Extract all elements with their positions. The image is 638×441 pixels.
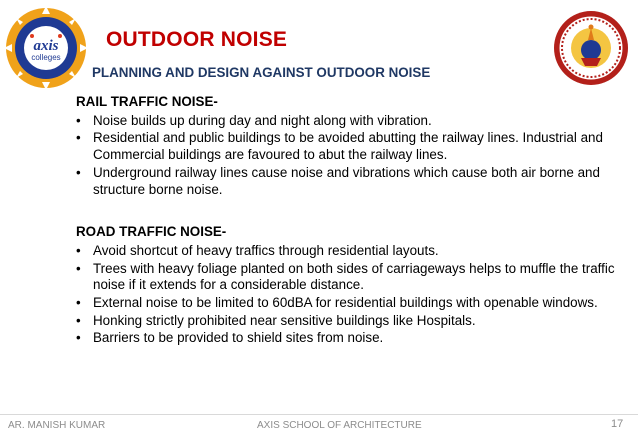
- logo-text-axis: axis: [33, 38, 59, 54]
- list-item: [76, 130, 616, 163]
- list-item-text: Trees with heavy foliage planted on both sides of carriageways helps to muffle the traffic noise if it extends for a considerable distance.: [93, 260, 615, 293]
- slide-title: OUTDOOR NOISE: [106, 28, 288, 51]
- bullet-marker: •: [76, 295, 81, 311]
- bullet-marker: •: [76, 260, 81, 276]
- list-item-text: Underground railway lines cause noise and vibrations which cause both air borne and structure borne noise.: [93, 164, 600, 197]
- bullet-marker: •: [76, 330, 81, 346]
- list-item: [76, 295, 616, 312]
- page-number: 17: [611, 418, 624, 430]
- list-item-text: Barriers to be provided to shield sites from noise.: [93, 330, 384, 346]
- list-item-text: Honking strictly prohibited near sensitive buildings like Hospitals.: [93, 312, 476, 328]
- list-item-text: Noise builds up during day and night along with vibration.: [93, 112, 432, 128]
- axis-colleges-logo: [4, 6, 88, 90]
- slide-subtitle: PLANNING AND DESIGN AGAINST OUTDOOR NOISE: [92, 65, 431, 80]
- list-item-text: Avoid shortcut of heavy traffics through residential layouts.: [93, 242, 439, 258]
- list-item: [76, 330, 616, 347]
- list-item: [76, 243, 616, 260]
- bullet-list: [76, 243, 616, 347]
- section-road-traffic: [76, 224, 616, 347]
- section-heading: RAIL TRAFFIC NOISE-: [76, 94, 218, 109]
- section-heading: ROAD TRAFFIC NOISE-: [76, 224, 227, 240]
- bullet-marker: •: [76, 242, 81, 258]
- university-seal: [553, 10, 629, 86]
- footer-school: AXIS SCHOOL OF ARCHITECTURE: [257, 420, 422, 431]
- list-item: [76, 165, 616, 198]
- bullet-list: [76, 113, 616, 199]
- logo-text-colleges: colleges: [31, 53, 61, 62]
- bullet-marker: •: [76, 312, 81, 328]
- bullet-marker: •: [76, 130, 81, 146]
- section-rail-traffic: [76, 94, 616, 198]
- list-item-text: External noise to be limited to 60dBA for residential buildings with openable windows.: [93, 295, 598, 311]
- list-item: [76, 113, 616, 130]
- list-item: [76, 261, 616, 294]
- footer-author: AR. MANISH KUMAR: [8, 420, 106, 431]
- list-item: [76, 313, 616, 330]
- bullet-marker: •: [76, 164, 81, 180]
- footer-divider: [0, 414, 638, 415]
- slide-body: [76, 94, 616, 347]
- list-item-text: Residential and public buildings to be avoided abutting the railway lines. Industrial and Commercial buildings are favoured to abut the railway lines.: [93, 130, 603, 163]
- bullet-marker: •: [76, 112, 81, 128]
